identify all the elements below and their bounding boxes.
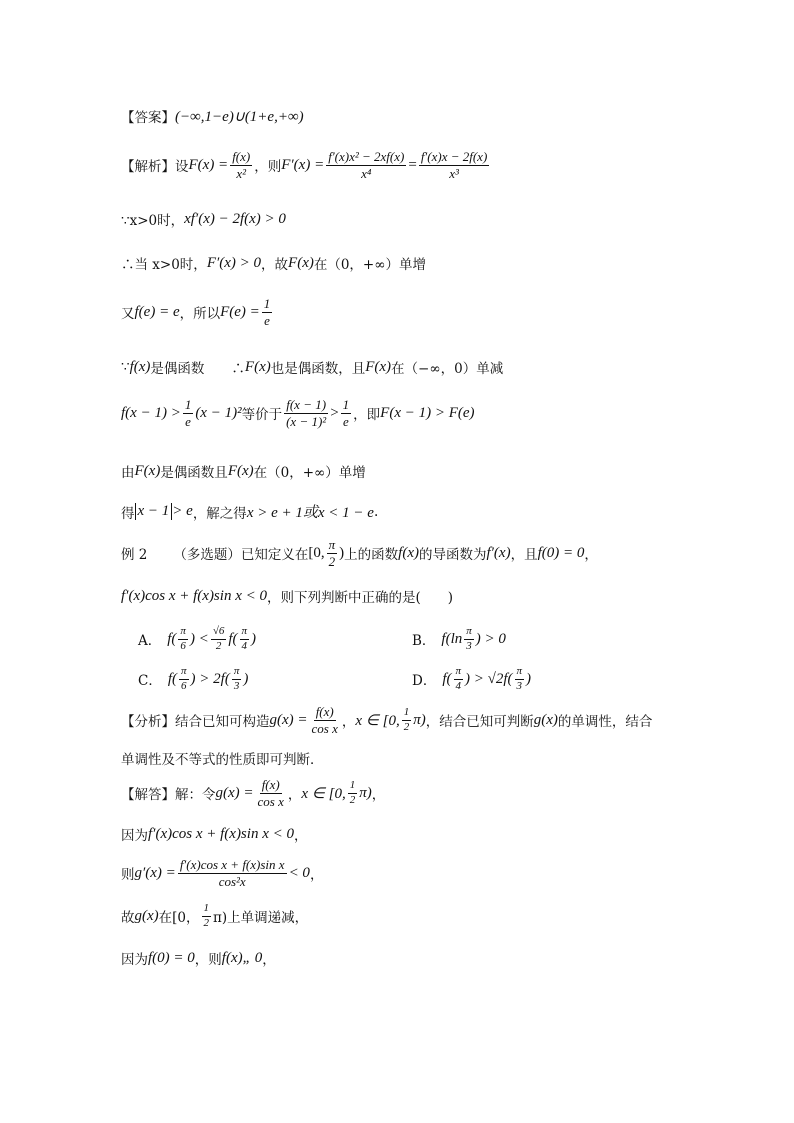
- option-label: D．: [412, 673, 437, 690]
- numerator: π: [464, 626, 474, 640]
- denominator: 2: [403, 720, 410, 733]
- fraction: [284, 398, 328, 428]
- math: f′(x)cos x + f(x)sin x < 0: [148, 825, 294, 842]
- text: ，则: [254, 159, 282, 176]
- denominator: x²: [236, 165, 247, 181]
- math: x > e + 1或x < 1 − e: [246, 505, 374, 521]
- text: 解：令: [175, 787, 216, 804]
- text: 结合已知可构造: [175, 714, 270, 731]
- fraction: [183, 398, 194, 428]
- text: ，结合已知可判断: [425, 714, 534, 731]
- math: ): [251, 630, 257, 647]
- text: ，则: [194, 952, 222, 968]
- numerator: π: [179, 666, 189, 680]
- analysis-line-5: [121, 357, 503, 377]
- math: f(x)„ 0: [221, 949, 263, 966]
- denominator: 2: [349, 793, 356, 806]
- numerator: π: [454, 666, 464, 680]
- math: f(: [167, 670, 178, 687]
- denominator: 6: [180, 639, 186, 652]
- fraction: [341, 398, 352, 428]
- denominator: 3: [516, 679, 523, 692]
- numerator: f′(x)x² − 2xf(x): [328, 149, 405, 164]
- analysis-label: 【解析】: [121, 159, 175, 176]
- text: 已知定义在: [240, 547, 309, 564]
- text: 因为: [121, 828, 148, 844]
- denominator: 4: [455, 679, 461, 692]
- denominator: cos²x: [218, 873, 246, 889]
- math: F(e) =: [220, 303, 260, 320]
- text: 在[0，: [158, 910, 200, 927]
- text: ，且: [510, 547, 538, 564]
- math: f(0) = 0: [148, 949, 195, 966]
- numerator: f(x): [261, 777, 280, 792]
- text: ，: [309, 867, 324, 884]
- text: 设: [175, 159, 189, 176]
- math: F(x − 1) > F(e): [380, 404, 475, 421]
- math: f(: [228, 630, 238, 647]
- math: f(0) = 0: [537, 544, 585, 561]
- numerator: π: [178, 626, 188, 640]
- math: ) <: [189, 630, 209, 647]
- analysis-line-8: [121, 501, 378, 522]
- numerator: f′(x)x − 2f(x): [420, 149, 488, 164]
- fraction: [256, 778, 286, 808]
- numerator: f(x − 1): [286, 397, 327, 412]
- analysis-line-7: [121, 461, 366, 481]
- text: 得: [121, 505, 135, 522]
- math: F(x): [365, 358, 392, 375]
- math: (x − 1)²: [195, 404, 242, 421]
- math: F(x): [134, 462, 161, 479]
- analysis2-line-1: [121, 705, 652, 735]
- math: g(x) =: [269, 711, 308, 728]
- math: ): [243, 670, 249, 687]
- analysis2-line-2: [121, 748, 324, 768]
- text: ，: [584, 547, 598, 564]
- math: ): [526, 670, 532, 687]
- solution-label: 【解答】: [121, 787, 175, 804]
- fraction: [464, 626, 474, 652]
- text: ，: [293, 828, 308, 844]
- fraction: [179, 666, 189, 692]
- analysis-line-1: [121, 150, 491, 180]
- denominator: 2: [215, 639, 222, 652]
- math: f(e) = e: [134, 303, 180, 320]
- math: >: [330, 404, 339, 421]
- analysis2-label: 【分析】: [121, 714, 175, 731]
- fraction: [326, 150, 406, 180]
- denominator: cos x: [257, 793, 284, 809]
- denominator: x³: [449, 165, 459, 181]
- solution-line-5: [121, 948, 276, 968]
- fraction: [211, 626, 227, 652]
- math: π): [359, 784, 372, 801]
- math: x ∈ [0,: [301, 785, 346, 802]
- option-d[interactable]: [412, 666, 531, 692]
- solution-line-2: [121, 824, 307, 844]
- numerator: π: [328, 537, 336, 552]
- question-type: （多选题）: [173, 547, 241, 564]
- math: g(x): [533, 711, 558, 728]
- numerator: 1: [342, 397, 350, 412]
- text: 的单调性，结合: [557, 714, 653, 731]
- math: F(x) =: [188, 156, 229, 173]
- text: ，故: [261, 257, 289, 273]
- fraction: [178, 858, 287, 888]
- math: g(x) =: [215, 784, 254, 801]
- denominator: 6: [181, 679, 187, 692]
- text: ，所以: [179, 306, 221, 323]
- numerator: 1: [184, 397, 192, 412]
- text: ∴当 x>0时，: [121, 257, 207, 273]
- math: F(x): [227, 462, 254, 479]
- analysis-line-4: [121, 297, 274, 327]
- text: ，即: [353, 407, 381, 424]
- math: x ∈ [0,: [355, 712, 400, 729]
- math: f(x − 1) >: [121, 404, 181, 421]
- fraction: [262, 297, 273, 327]
- example-label: 例 2: [121, 547, 148, 564]
- fraction: [327, 538, 338, 568]
- option-label: C．: [138, 673, 162, 690]
- text: 在（0，+∞）单增: [313, 257, 426, 273]
- numerator: √6: [211, 626, 227, 640]
- analysis-line-6: [121, 398, 475, 428]
- text: 由: [121, 465, 135, 481]
- fraction: [202, 903, 212, 929]
- text: ，: [287, 787, 302, 804]
- math: f(: [167, 630, 177, 647]
- numerator: π: [515, 666, 525, 680]
- fraction: [402, 707, 412, 733]
- text: .: [373, 503, 379, 520]
- math: g′(x) =: [134, 864, 176, 881]
- fraction: [178, 626, 188, 652]
- denominator: 3: [466, 639, 472, 652]
- solution-line-3: [121, 858, 323, 888]
- math: g(x): [134, 907, 159, 924]
- numerator: f′(x)cos x + f(x)sin x: [179, 857, 285, 872]
- numerator: 1: [263, 296, 271, 311]
- fraction: [310, 705, 340, 735]
- math: ) > √2f(: [465, 670, 513, 687]
- text: 也是偶函数，且: [270, 361, 366, 377]
- math: ) > 0: [475, 630, 506, 647]
- denominator: x⁴: [361, 165, 372, 181]
- text: 因为: [121, 952, 148, 968]
- option-label: B．: [412, 633, 436, 650]
- text: 在（−∞，0）单减: [391, 361, 504, 377]
- math: f′(x): [486, 544, 511, 561]
- numerator: f(x): [232, 149, 251, 164]
- numerator: f(x): [315, 704, 334, 719]
- solution-line-4: [121, 903, 308, 929]
- numerator: π: [232, 666, 242, 680]
- fraction: [454, 666, 464, 692]
- text: 故: [121, 910, 135, 927]
- analysis-line-2: [121, 209, 286, 229]
- denominator: e: [343, 413, 349, 429]
- denominator: e: [264, 312, 270, 328]
- answer-line: [121, 106, 304, 126]
- denominator: cos x: [311, 720, 338, 736]
- numerator: 1: [348, 780, 358, 794]
- fraction: [419, 150, 489, 180]
- text: 上的函数: [344, 547, 399, 564]
- math: π): [413, 711, 426, 728]
- text: 的导函数为: [418, 547, 487, 564]
- math: F(x): [244, 358, 271, 375]
- option-a[interactable]: [138, 626, 256, 652]
- denominator: 2: [203, 916, 210, 929]
- math: f(: [442, 670, 452, 687]
- example2-line-1: [121, 538, 598, 568]
- text: 则: [121, 867, 135, 884]
- math: [0,: [308, 544, 325, 561]
- math: f(x): [398, 544, 419, 561]
- denominator: 3: [233, 679, 240, 692]
- denominator: e: [185, 413, 191, 429]
- text: 单调性及不等式的性质即可判断．: [121, 752, 324, 768]
- text: ，: [341, 714, 356, 731]
- text: ，解之得: [192, 505, 247, 522]
- answer-expression: (−∞,1−e)∪(1+e,+∞): [175, 108, 304, 125]
- text: 等价于: [241, 407, 283, 424]
- math: ) > 2f(: [190, 670, 230, 687]
- math: < 0: [288, 864, 310, 881]
- option-c[interactable]: [138, 666, 248, 692]
- fraction: [240, 626, 250, 652]
- denominator: 2: [328, 553, 336, 569]
- math: xf′(x) − 2f(x) > 0: [184, 210, 286, 227]
- option-label: A．: [138, 633, 162, 650]
- text: ，: [262, 952, 276, 968]
- math: f(ln: [441, 630, 463, 647]
- numerator: 1: [202, 903, 212, 917]
- text: ，则下列判断中正确的是( ): [266, 590, 454, 606]
- math: F′(x) =: [281, 156, 325, 173]
- numerator: 1: [402, 707, 412, 721]
- text: 在（0，+∞）单增: [253, 465, 366, 481]
- math: > e: [172, 503, 193, 519]
- math: F(x): [288, 254, 314, 271]
- option-b[interactable]: [412, 626, 506, 652]
- math: f(x): [129, 358, 151, 375]
- denominator: (x − 1)²: [286, 413, 327, 429]
- text: π)上单调递减，: [213, 910, 309, 927]
- math: f′(x)cos x + f(x)sin x < 0: [121, 587, 267, 604]
- text: 又: [121, 306, 135, 323]
- text: 是偶函数 ∴: [150, 361, 245, 377]
- text: 是偶函数且: [160, 465, 228, 481]
- text: ∵: [121, 359, 130, 375]
- solution-line-1: [121, 778, 385, 808]
- numerator: π: [240, 626, 250, 640]
- math: =: [408, 156, 417, 173]
- denominator: 4: [241, 639, 248, 652]
- fraction: [515, 666, 525, 692]
- fraction: [348, 780, 358, 806]
- analysis-line-3: [121, 253, 426, 273]
- math: F′(x) > 0: [206, 254, 262, 271]
- math: ): [339, 544, 345, 561]
- text: ∵x>0时，: [121, 213, 185, 229]
- text: ，: [371, 787, 386, 804]
- fraction: [232, 666, 242, 692]
- fraction: [230, 150, 252, 180]
- absolute-value: x − 1: [135, 503, 173, 520]
- example2-line-2: [121, 586, 453, 606]
- answer-label: 【答案】: [121, 110, 175, 126]
